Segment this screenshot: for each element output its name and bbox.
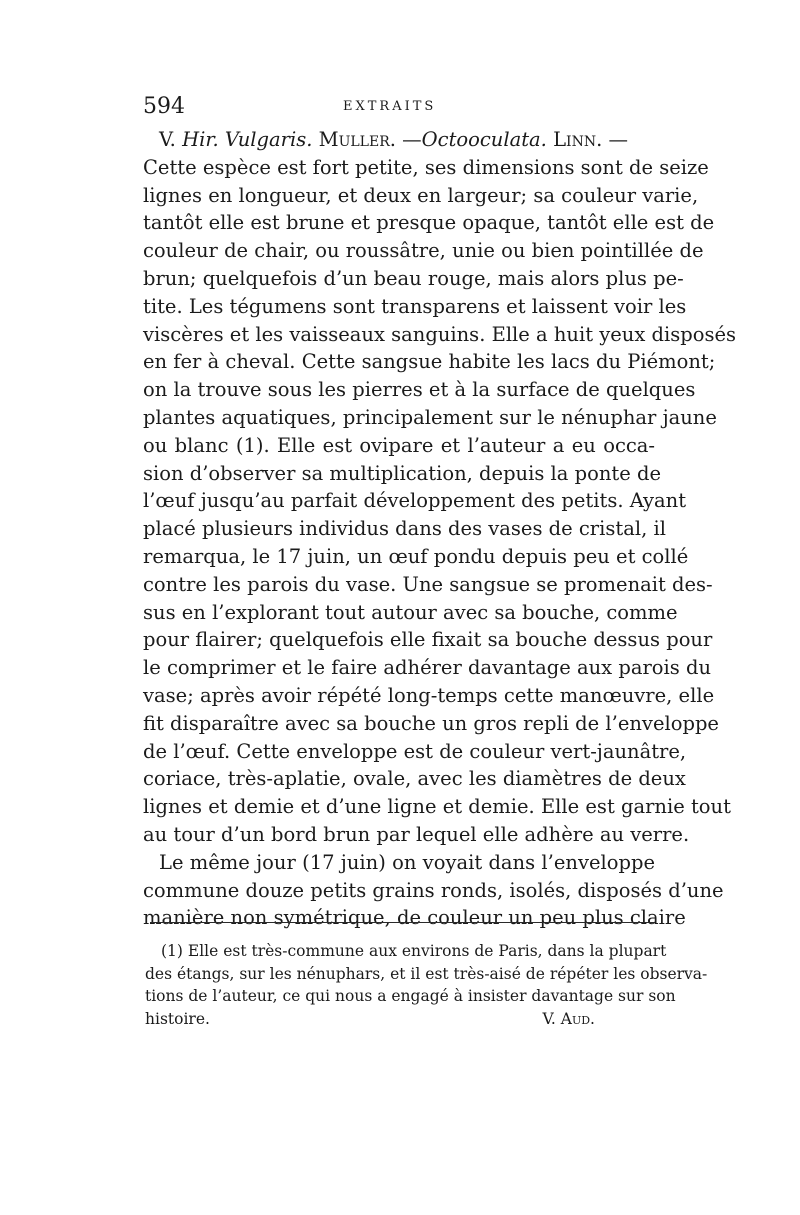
entry-species: Vulgaris.	[224, 128, 313, 151]
text-line: placé plusieurs individus dans des vases de cristal, il	[143, 517, 666, 541]
text-line: au tour d’un bord brun par lequel elle adhère au verre.	[143, 822, 690, 846]
footnote-rule	[150, 922, 655, 923]
footnote-line: histoire.	[145, 1009, 210, 1028]
text-line: de l’œuf. Cette enveloppe est de couleur vert-jaunâtre,	[143, 739, 687, 763]
footnote-line: des étangs, sur les nénuphars, et il est très-aisé de répéter les observa-	[145, 964, 708, 983]
entry-author: Muller.	[318, 128, 396, 151]
entry-synonym-author: Linn.	[553, 128, 603, 151]
running-title: EXTRAITS	[343, 99, 437, 114]
page-number: 594	[143, 94, 185, 119]
footnote-line-last	[145, 1008, 655, 1031]
text-line: sion d’observer sa multiplication, depuis la ponte de	[143, 461, 661, 485]
footnote-line: tions de l’auteur, ce qui nous a engagé à insister davantage sur son	[145, 987, 676, 1005]
footnote	[145, 940, 708, 1030]
text-line: tite. Les tégumens sont transparens et laissent voir les	[143, 294, 687, 318]
text-line: plantes aquatiques, principalement sur le nénuphar jaune	[143, 405, 717, 429]
entry-heading	[143, 126, 655, 154]
text-line: l’œuf jusqu’au parfait développement des petits. Ayant	[143, 489, 687, 513]
text-line: ou blanc (1). Elle est ovipare et l’auteur a eu occa-	[143, 433, 655, 457]
text-line: Le même jour (17 juin) on voyait dans l’enveloppe	[159, 850, 655, 874]
text-line: tantôt elle est brune et presque opaque, tantôt elle est de	[143, 211, 715, 235]
paragraph-1	[143, 154, 737, 849]
text-line: coriace, très-aplatie, ovale, avec les diamètres de deux	[143, 767, 686, 791]
entry-genus: Hir.	[182, 128, 219, 151]
text-line: commune douze petits grains ronds, isolés, disposés d’une	[143, 878, 724, 902]
footnote-signature: V. Aud.	[542, 1009, 595, 1028]
text-line: lignes et demie et d’une ligne et demie. Elle est garnie tout	[143, 795, 731, 819]
text-line: viscères et les vaisseaux sanguins. Elle a huit yeux disposés	[143, 322, 737, 346]
page-header	[143, 94, 655, 124]
entry-dash-end: —	[608, 128, 628, 151]
main-text	[143, 126, 737, 932]
text-line: remarqua, le 17 juin, un œuf pondu depuis peu et collé	[143, 544, 689, 568]
text-line: en fer à cheval. Cette sangsue habite les lacs du Piémont;	[143, 350, 716, 374]
footnote-line: (1) Elle est très-commune aux environs de Paris, dans la plupart	[161, 942, 667, 960]
text-line: fit disparaître avec sa bouche un gros repli de l’enveloppe	[143, 711, 719, 735]
entry-number: V.	[159, 128, 176, 151]
text-line: Cette espèce est fort petite, ses dimensions sont de seize	[143, 155, 709, 179]
text-line: sus en l’explorant tout autour avec sa bouche, comme	[143, 600, 678, 624]
text-line: brun; quelquefois d’un beau rouge, mais alors plus pe-	[143, 266, 684, 290]
text-line: couleur de chair, ou roussâtre, unie ou bien pointillée de	[143, 239, 704, 263]
text-line: on la trouve sous les pierres et à la surface de quelques	[143, 378, 696, 402]
entry-synonym: Octooculata.	[421, 128, 547, 151]
entry-dash: —	[402, 128, 422, 151]
text-line: lignes en longueur, et deux en largeur; sa couleur varie,	[143, 183, 699, 207]
text-line: pour flairer; quelquefois elle fixait sa bouche dessus pour	[143, 628, 713, 652]
text-line: vase; après avoir répété long-temps cette manœuvre, elle	[143, 683, 715, 707]
text-line: manière non symétrique, de couleur un peu plus claire	[143, 906, 686, 930]
text-line: contre les parois du vase. Une sangsue se promenait des-	[143, 572, 713, 596]
paragraph-2	[143, 849, 724, 932]
text-line: le comprimer et le faire adhérer davantage aux parois du	[143, 656, 712, 680]
